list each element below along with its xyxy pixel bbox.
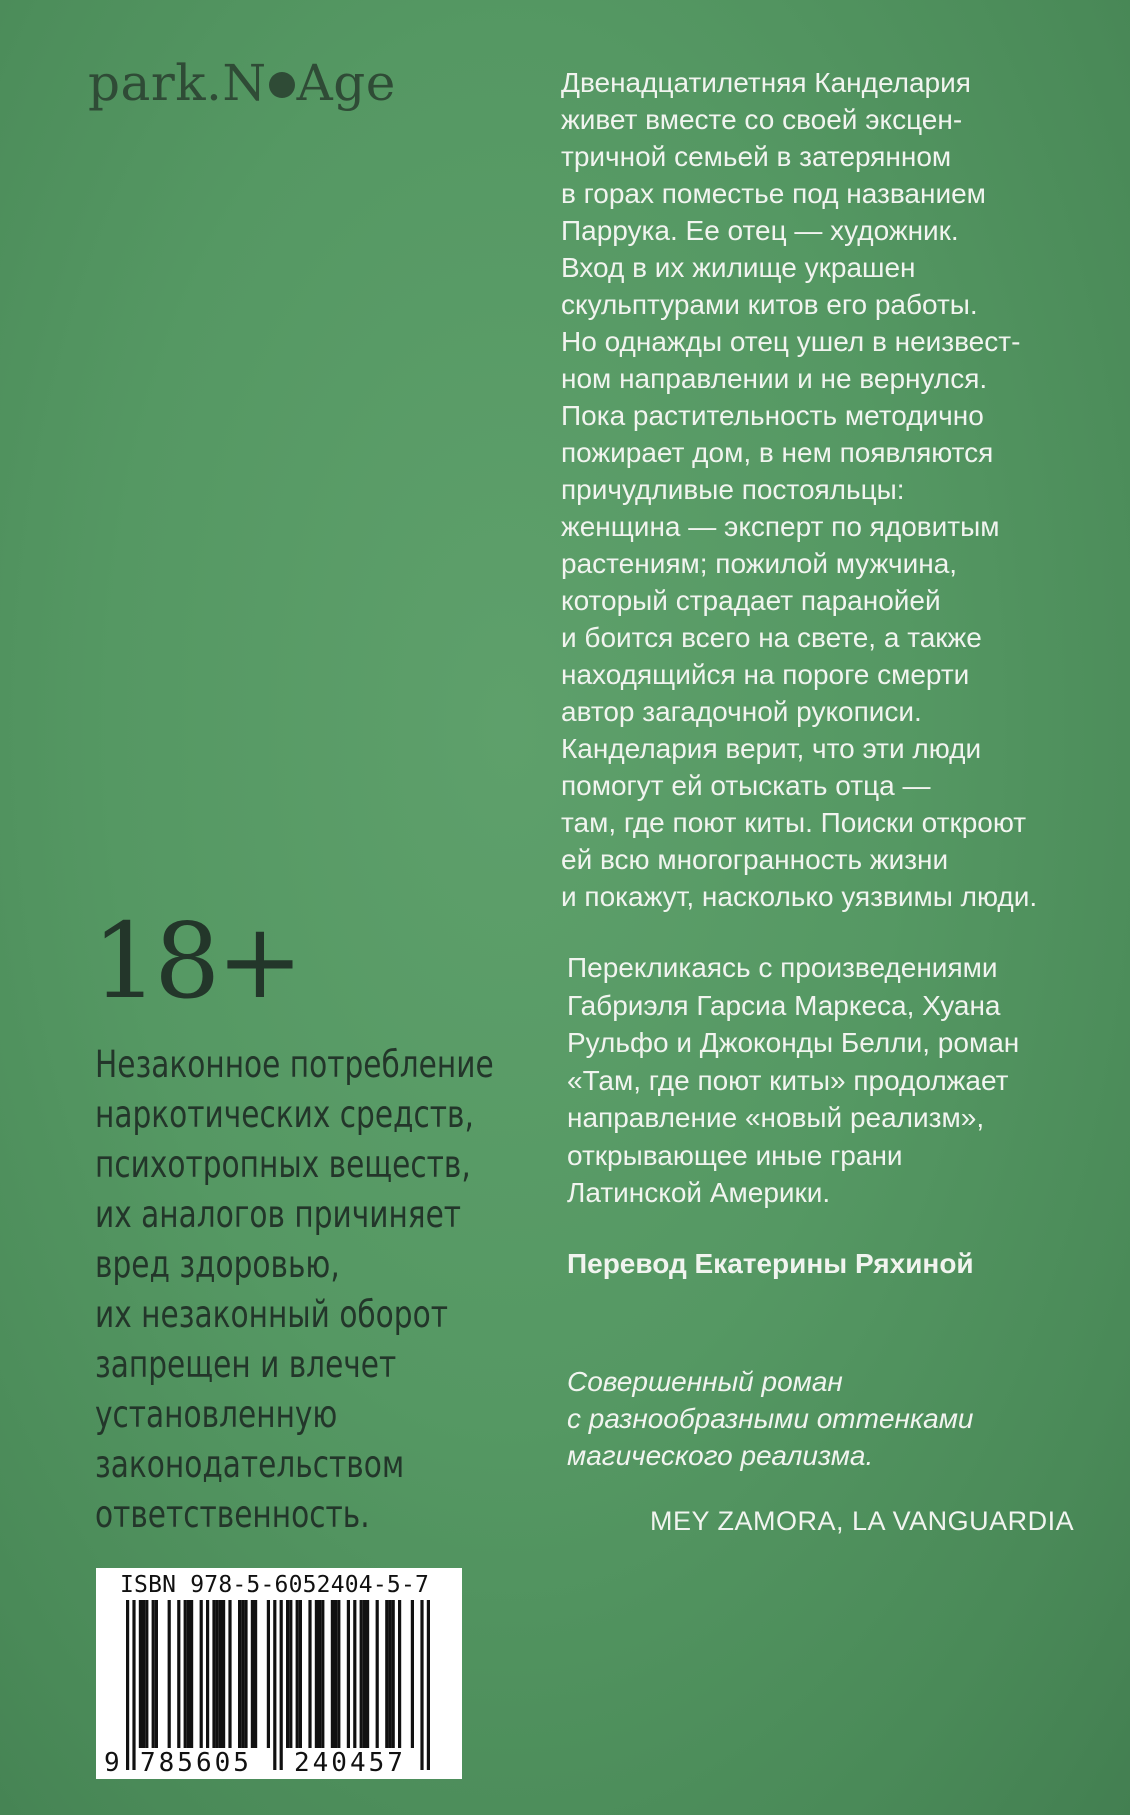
comparison-line: Перекликаясь с произведениями	[567, 952, 998, 983]
barcode-bar	[411, 1600, 414, 1748]
comparison-line: Латинской Америки.	[567, 1177, 831, 1208]
barcode-bar	[267, 1600, 270, 1748]
publisher-logo-text-start: park.N	[88, 54, 267, 112]
warning-line: установленную	[95, 1393, 338, 1436]
book-description	[561, 64, 1037, 915]
comparison-line: Габриэля Гарсиа Маркеса, Хуана	[567, 989, 1001, 1021]
barcode-bar	[331, 1600, 334, 1748]
barcode-bar	[299, 1600, 302, 1748]
barcode-bar	[200, 1600, 203, 1748]
description-line: там, где поют киты. Поиски откроют	[561, 807, 1027, 838]
description-line: автор загадочной рукописи.	[561, 696, 922, 727]
barcode-bar	[228, 1600, 231, 1748]
warning-line: Незаконное потребление	[95, 1043, 494, 1086]
description-line: женщина — эксперт по ядовитым	[561, 511, 1000, 542]
translator-credit: Перевод Екатерины Ряхиной	[567, 1248, 974, 1279]
barcode-bar	[318, 1600, 321, 1748]
warning-line: наркотических средств,	[95, 1093, 474, 1136]
barcode-bar	[190, 1600, 193, 1748]
description-line: причудливые постояльцы:	[561, 474, 905, 505]
warning-line: запрещен и влечет	[95, 1343, 397, 1386]
barcode-bar	[321, 1600, 324, 1748]
barcode-bar	[251, 1600, 254, 1748]
barcode-bar	[388, 1600, 391, 1748]
description-line: и боится всего на свете, а также	[561, 622, 982, 653]
description-line: скульптурами китов его работы.	[561, 289, 978, 320]
barcode-bar	[363, 1600, 366, 1748]
barcode-bar	[315, 1600, 318, 1748]
description-line: растениям; пожилой мужчина,	[561, 548, 958, 579]
warning-line: законодательством	[95, 1443, 405, 1486]
barcode-bar	[353, 1600, 356, 1748]
barcode-bar	[206, 1600, 209, 1748]
barcode-bar	[184, 1600, 187, 1748]
barcode-bar	[254, 1600, 257, 1748]
description-line: находящийся на пороге смерти	[561, 659, 970, 690]
comparison-line: Рульфо и Джоконды Белли, роман	[567, 1027, 1020, 1058]
barcode-bar	[168, 1600, 171, 1748]
barcode-bar	[244, 1600, 247, 1748]
description-line: Канделария верит, что эти люди	[561, 733, 982, 764]
warning-line: психотропных веществ,	[95, 1143, 471, 1186]
isbn-label: ISBN 978-5-6052404-5-7	[120, 1572, 430, 1598]
description-line: и покажут, насколько уязвимы люди.	[561, 881, 1038, 912]
comparison-line: направление «новый реализм»,	[567, 1102, 985, 1133]
barcode-bar	[216, 1600, 219, 1748]
barcode-bar	[238, 1600, 241, 1748]
barcode-bar	[296, 1600, 299, 1748]
barcode-bar	[280, 1600, 283, 1770]
warning-line: вред здоровью,	[95, 1243, 340, 1286]
description-line: помогут ей отыскать отца —	[561, 770, 931, 801]
description-line: ей всю многогранность жизни	[561, 844, 949, 875]
description-line: Вход в их жилище украшен	[561, 252, 916, 283]
barcode-bar	[145, 1600, 148, 1748]
barcode-digits-right: 240457	[290, 1748, 410, 1778]
publisher-logo-text-end: Age	[296, 54, 396, 112]
description-line: Но однажды отец ушел в неизвест-	[561, 326, 1021, 357]
comparison-line: открывающее иные грани	[567, 1139, 903, 1171]
barcode-bar	[219, 1600, 222, 1748]
barcode-bar	[420, 1600, 423, 1770]
barcode-bar	[132, 1600, 135, 1770]
description-line: Пока растительность методично	[561, 400, 984, 431]
barcode-bar	[347, 1600, 350, 1748]
description-line: в горах поместье под названием	[561, 178, 986, 209]
review-source: MEY ZAMORA, LA VANGUARDIA	[650, 1506, 1075, 1536]
barcode-bar	[286, 1600, 289, 1748]
age-rating: 18+	[92, 900, 300, 1022]
description-line: живет вместе со своей эксцен-	[561, 104, 963, 135]
barcode-bar	[212, 1600, 215, 1748]
description-line: Паррука. Ее отец — художник.	[561, 215, 959, 246]
review-quote-line: магического реализма.	[567, 1440, 874, 1471]
barcode-bar	[241, 1600, 244, 1748]
description-line: Двенадцатилетняя Канделария	[561, 67, 971, 98]
barcode-bar	[222, 1600, 225, 1748]
comparison-line: «Там, где поют киты» продолжает	[567, 1064, 1009, 1096]
barcode-bar	[337, 1600, 340, 1748]
barcode-bar	[398, 1600, 401, 1748]
barcode-bar	[366, 1600, 369, 1748]
barcode-bar	[155, 1600, 158, 1748]
warning-line: их незаконный оборот	[95, 1293, 448, 1336]
publisher-logo-dot-icon	[269, 72, 295, 98]
description-line: ном направлении и не вернулся.	[561, 363, 988, 394]
drug-warning-text	[95, 1040, 494, 1540]
description-line: пожирает дом, в нем появляются	[561, 437, 994, 468]
barcode-bar	[142, 1600, 145, 1748]
barcode-bar	[376, 1600, 379, 1748]
barcode-bar	[187, 1600, 190, 1748]
comparison-paragraph	[567, 949, 1019, 1212]
review-quote	[567, 1363, 974, 1474]
barcode-bar	[308, 1600, 311, 1748]
barcode-digits-left: 785605	[136, 1748, 256, 1778]
barcode-bar	[334, 1600, 337, 1748]
description-line: который страдает паранойей	[561, 585, 941, 616]
barcode-bar	[385, 1600, 388, 1748]
warning-line: их аналогов причиняет	[95, 1193, 462, 1236]
barcode-bar	[177, 1600, 180, 1748]
review-quote-line: с разнообразными оттенками	[567, 1403, 974, 1434]
review-quote-line: Совершенный роман	[567, 1366, 843, 1397]
barcode-bar	[392, 1600, 395, 1748]
barcode-bar	[273, 1600, 276, 1770]
barcode-bar	[360, 1600, 363, 1748]
warning-line: ответственность.	[95, 1493, 370, 1536]
barcode-bar	[126, 1600, 129, 1770]
description-line: тричной семьей в затерянном	[561, 141, 952, 172]
isbn-barcode	[96, 1568, 462, 1779]
barcode-bar	[427, 1600, 430, 1770]
barcode-bar	[139, 1600, 142, 1748]
barcode-bar	[289, 1600, 292, 1748]
barcode-digit-first: 9	[104, 1748, 120, 1778]
publisher-logo	[88, 54, 396, 112]
barcode-bar	[152, 1600, 155, 1748]
